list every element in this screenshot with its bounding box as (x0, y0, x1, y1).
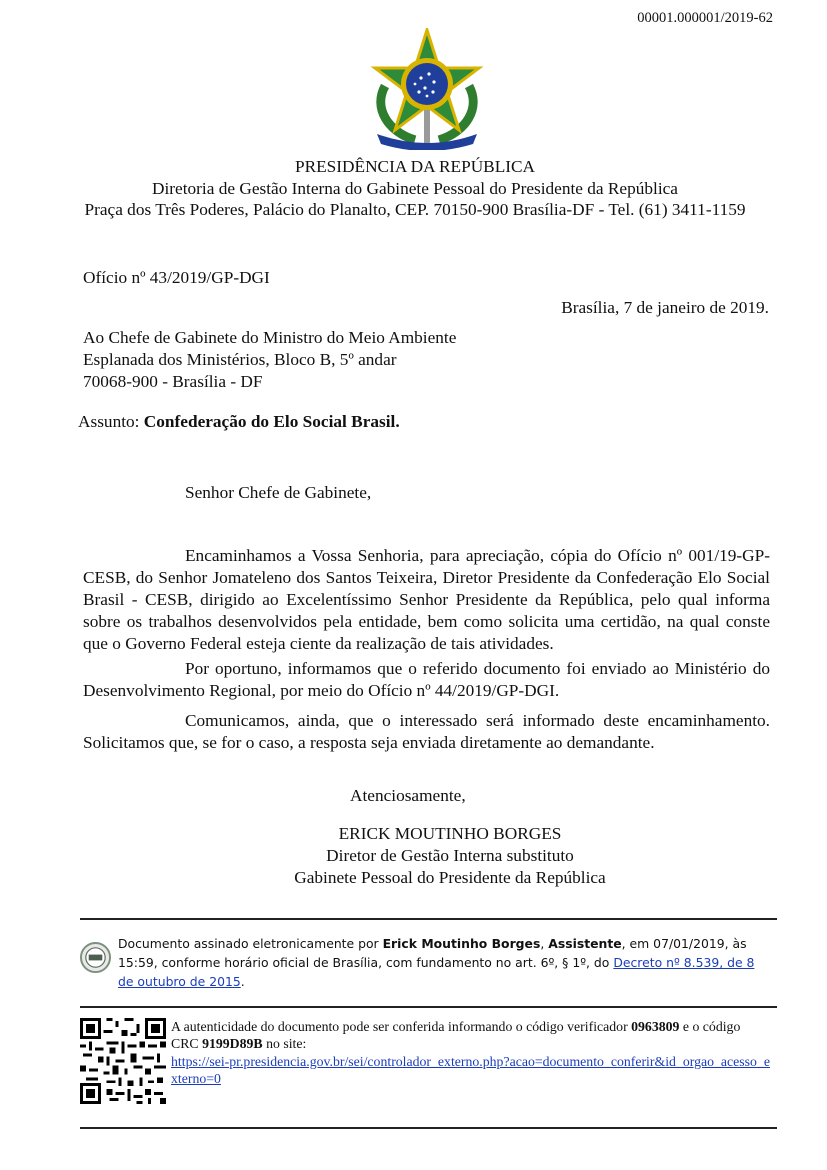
divider (80, 1127, 777, 1129)
auth-text: no site: (262, 1036, 307, 1052)
electronic-signature-note (118, 934, 758, 991)
qr-code-icon (80, 1018, 166, 1104)
body-paragraph: Comunicamos, ainda, que o interessado será informado deste encaminhamento. Solicitamos que, se for o caso, a resposta seja enviada diretamente ao demandante. (83, 711, 770, 752)
esign-text: Documento assinado eletronicamente por (118, 936, 383, 951)
body-paragraph: Por oportuno, informamos que o referido documento foi enviado ao Ministério do Desenvolvimento Regional, por meio do Ofício nº 44/2019/GP-DGI. (83, 659, 770, 700)
authenticity-note (171, 1018, 771, 1088)
auth-text: A autenticidade do documento pode ser conferida informando o código verificador (171, 1019, 632, 1034)
signer-name: ERICK MOUTINHO BORGES (338, 824, 562, 843)
subject-line (78, 411, 400, 433)
recipient-line: Ao Chefe de Gabinete do Ministro do Meio Ambiente (83, 328, 457, 347)
subject-value: Confederação do Elo Social Brasil. (143, 412, 400, 431)
divider (80, 918, 777, 920)
subject-label: Assunto: (78, 412, 140, 431)
esign-role: Assistente (548, 936, 622, 951)
esign-text: , (540, 936, 549, 951)
institution-name: PRESIDÊNCIA DA REPÚBLICA (294, 157, 536, 176)
oficio-number: Ofício nº 43/2019/GP-DGI (83, 268, 270, 287)
salutation: Senhor Chefe de Gabinete, (185, 483, 372, 502)
crc-code: 9199D89B (202, 1036, 263, 1052)
letterhead (60, 156, 770, 221)
signer-title: Diretor de Gestão Interna substituto (326, 846, 574, 865)
esign-text: . (240, 974, 245, 989)
signer-org: Gabinete Pessoal do Presidente da República (294, 868, 606, 887)
letter-date: Brasília, 7 de janeiro de 2019. (561, 298, 769, 317)
department-name: Diretoria de Gestão Interna do Gabinete Pessoal do Presidente da República (152, 178, 678, 198)
esign-text: , em 07/01/2019, às 15:59, conforme horário oficial de Brasília, com fundamento no art. 6º, § 1º, do (118, 936, 747, 970)
document-number: 00001.000001/2019-62 (637, 10, 773, 26)
esign-signer: Erick Moutinho Borges (382, 936, 541, 951)
closing: Atenciosamente, (350, 786, 466, 805)
auth-text: e o código CRC (171, 1019, 741, 1052)
verification-code: 0963809 (631, 1019, 680, 1034)
decree-link[interactable]: Decreto nº 8.539, de 8 de outubro de 2015 (118, 955, 755, 989)
verification-url-link[interactable]: https://sei-pr.presidencia.gov.br/sei/controlador_externo.php?acao=documento_conferir&id_orgao_acesso_externo=0 (171, 1053, 770, 1087)
institution-address: Praça dos Três Poderes, Palácio do Planalto, CEP. 70150-900 Brasília-DF - Tel. (61) 3411-1159 (84, 200, 746, 220)
divider (80, 1006, 777, 1008)
signature-block (230, 823, 670, 889)
recipient-line: 70068-900 - Brasília - DF (83, 372, 263, 391)
recipient-address (83, 327, 456, 393)
coat-of-arms-icon (363, 28, 491, 150)
recipient-line: Esplanada dos Ministérios, Bloco B, 5º andar (83, 350, 397, 369)
body-paragraph: Encaminhamos a Vossa Senhoria, para apreciação, cópia do Ofício nº 001/19-GP-CESB, do Senhor Jomateleno dos Santos Teixeira, Diretor Presidente da Confederação Elo Social Brasil - CESB, dirigido ao Excelentíssimo Senhor Presidente da República, pelo qual informa sobre os trabalhos desenvolvidos pela entidade, bem como solicita uma certidão, na qual conste que o Governo Federal esteja ciente da realização de tais atividades. (83, 546, 770, 653)
sei-seal-icon (80, 942, 111, 973)
